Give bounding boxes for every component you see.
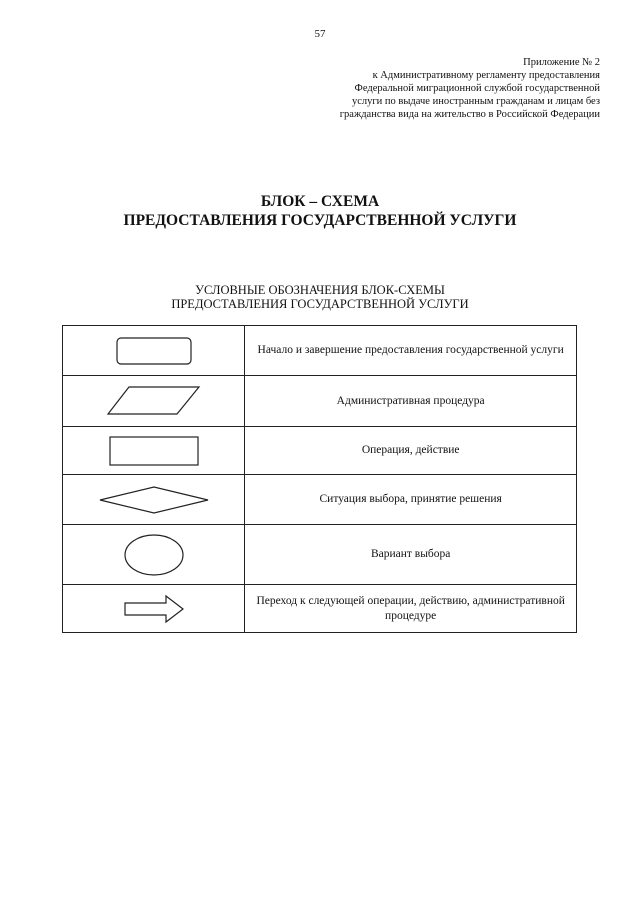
legend-row [63,326,577,376]
appendix-note [310,56,600,121]
appendix-line: услуги по выдаче иностранным гражданам и лицам без [351,96,600,107]
ellipse-icon [122,532,186,578]
symbol-cell [63,376,245,427]
symbol-cell [63,525,245,585]
legend-title [0,283,640,311]
legend-title-line-1: УСЛОВНЫЕ ОБОЗНАЧЕНИЯ БЛОК-СХЕМЫ [195,283,445,297]
page-number: 57 [314,28,326,40]
appendix-line: к Административному регламенту предоставления [372,70,600,81]
rectangle-icon [106,433,202,469]
symbol-cell [63,326,245,376]
diamond-icon [97,484,211,516]
legend-row [63,427,577,475]
legend-row [63,585,577,633]
title-line-1: БЛОК – СХЕМА [260,193,380,210]
legend-description: Операция, действие [245,427,577,475]
legend-row [63,525,577,585]
legend-row [63,376,577,427]
rounded-rectangle-icon [112,333,196,369]
arrow-right-icon [122,593,186,625]
legend-description: Вариант выбора [245,525,577,585]
appendix-line: Федеральной миграционной службой государственной [354,83,600,94]
legend-description: Административная процедура [245,376,577,427]
appendix-line: гражданства вида на жительство в Российской Федерации [339,109,600,120]
legend-table [62,325,577,633]
legend-row [63,475,577,525]
symbol-cell [63,427,245,475]
legend-title-line-2: ПРЕДОСТАВЛЕНИЯ ГОСУДАРСТВЕННОЙ УСЛУГИ [171,297,469,311]
legend-description: Ситуация выбора, принятие решения [245,475,577,525]
parallelogram-icon [105,383,203,419]
page-title [0,192,640,230]
appendix-line: Приложение № 2 [523,57,600,68]
symbol-cell [63,585,245,633]
legend-description: Переход к следующей операции, действию, административной процедуре [245,585,577,633]
title-line-2: ПРЕДОСТАВЛЕНИЯ ГОСУДАРСТВЕННОЙ УСЛУГИ [123,212,517,229]
symbol-cell [63,475,245,525]
legend-description: Начало и завершение предоставления государственной услуги [245,326,577,376]
